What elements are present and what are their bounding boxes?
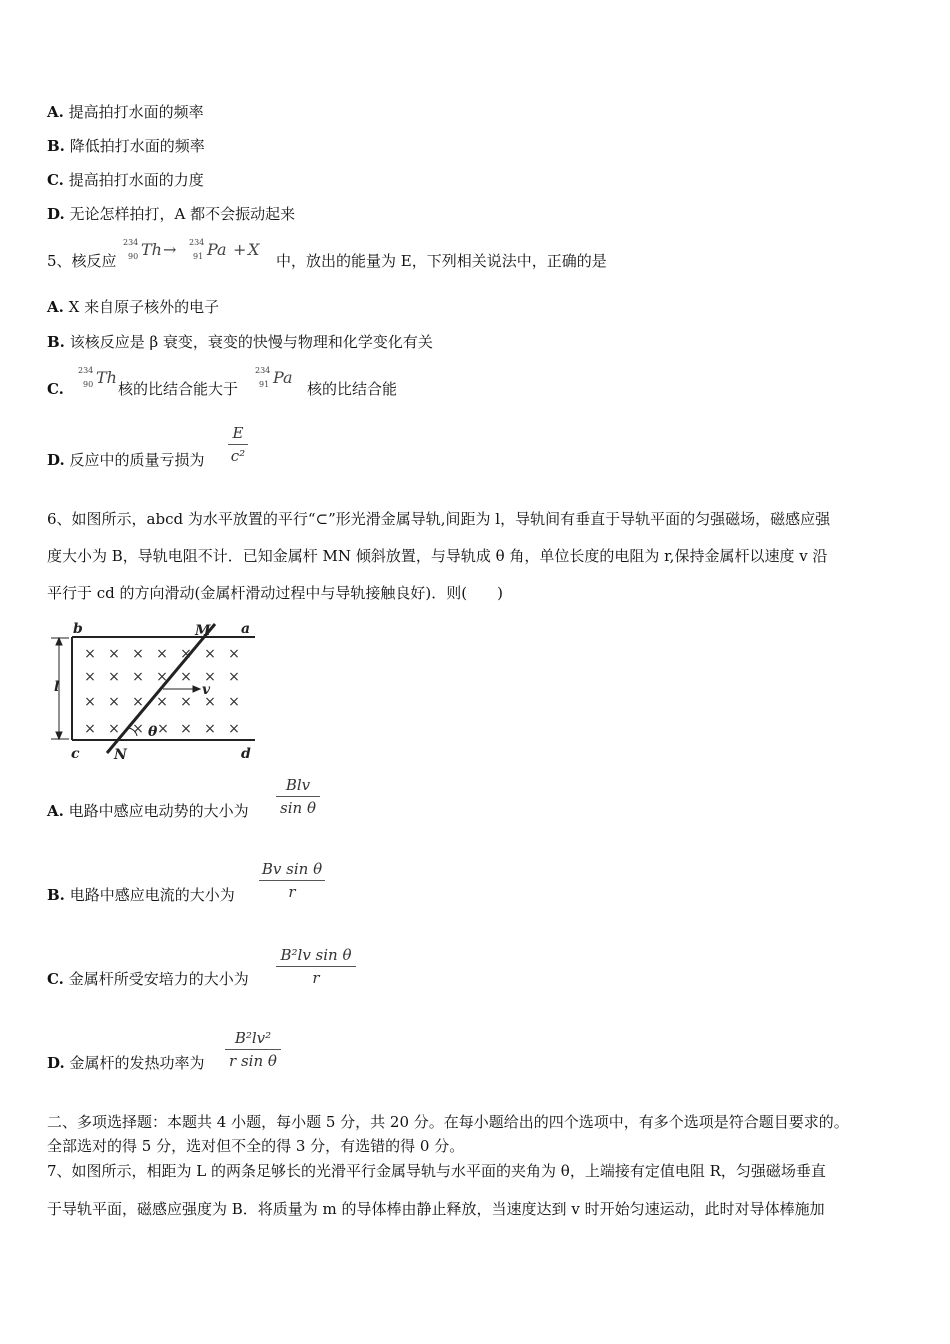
q5-prefix: 5、核反应 bbox=[47, 252, 117, 270]
field-cross: × bbox=[228, 721, 240, 737]
q5-option-b: B. 该核反应是 β 衰变，衰变的快慢与物理和化学变化有关 bbox=[47, 333, 433, 351]
q5-option-c-label: C. bbox=[47, 380, 64, 398]
q5-option-d: D. 反应中的质量亏损为 bbox=[47, 451, 205, 469]
q5-option-c-text: 核的比结合能大于 bbox=[118, 380, 239, 398]
q4-option-c: C. 提高拍打水面的力度 bbox=[47, 171, 204, 189]
field-cross: × bbox=[132, 646, 144, 662]
field-cross: × bbox=[228, 694, 240, 710]
section2-instructions-line2: 全部选对的得 5 分，选对但不全的得 3 分，有选错的得 0 分。 bbox=[47, 1137, 465, 1155]
q6-option-b-fraction: Bv sin θ r bbox=[259, 860, 325, 901]
label-v: v bbox=[202, 682, 211, 698]
field-cross: × bbox=[108, 669, 120, 685]
field-cross: × bbox=[84, 646, 96, 662]
q5-suffix: 中，放出的能量为 E，下列相关说法中，正确的是 bbox=[276, 252, 607, 270]
label-l: l bbox=[54, 679, 60, 695]
q5-th-nuclide: 234 90 Th bbox=[78, 366, 117, 389]
q4-option-a: A. 提高拍打水面的频率 bbox=[47, 103, 204, 121]
q5-option-c-end: 核的比结合能 bbox=[307, 380, 398, 398]
q4-option-d: D. 无论怎样拍打，A 都不会振动起来 bbox=[47, 205, 296, 223]
field-cross: × bbox=[156, 646, 168, 662]
field-cross: × bbox=[84, 669, 96, 685]
q6-option-d: D. 金属杆的发热功率为 bbox=[47, 1054, 205, 1072]
q4-option-b: B. 降低拍打水面的频率 bbox=[47, 137, 205, 155]
q6-option-c-fraction: B²lv sin θ r bbox=[276, 946, 356, 987]
field-cross: × bbox=[157, 721, 169, 737]
label-a: a bbox=[241, 621, 251, 637]
field-cross: × bbox=[180, 721, 192, 737]
field-cross: × bbox=[204, 694, 216, 710]
q5-mass-defect-fraction: E c² bbox=[228, 424, 248, 465]
label-d: d bbox=[241, 746, 251, 762]
label-theta: θ bbox=[148, 724, 158, 740]
field-cross: × bbox=[132, 669, 144, 685]
q6-rail-figure bbox=[45, 618, 270, 763]
field-cross: × bbox=[156, 694, 168, 710]
q6-stem-line3: 平行于 cd 的方向滑动(金属杆滑动过程中与导轨接触良好)．则( ) bbox=[47, 584, 503, 602]
q5-option-a: A. X 来自原子核外的电子 bbox=[47, 298, 220, 316]
q6-option-d-fraction: B²lv² r sin θ bbox=[225, 1029, 281, 1070]
field-cross: × bbox=[228, 646, 240, 662]
label-b: b bbox=[73, 621, 83, 637]
field-cross: × bbox=[132, 694, 144, 710]
label-m: M bbox=[195, 623, 211, 639]
field-cross: × bbox=[132, 721, 144, 737]
field-cross: × bbox=[204, 721, 216, 737]
q5-pa-nuclide: 234 91 Pa bbox=[255, 366, 293, 389]
field-cross: × bbox=[156, 669, 168, 685]
field-cross: × bbox=[108, 646, 120, 662]
q6-option-c: C. 金属杆所受安培力的大小为 bbox=[47, 970, 249, 988]
q6-stem-line1: 6、如图所示，abcd 为水平放置的平行“⊂”形光滑金属导轨,间距为 l，导轨间有垂直于导轨平面的匀强磁场，磁感应强 bbox=[47, 510, 831, 528]
q7-stem-line1: 7、如图所示，相距为 L 的两条足够长的光滑平行金属导轨与水平面的夹角为 θ，上端接有定值电阻 R，匀强磁场垂直 bbox=[47, 1162, 826, 1180]
q5-reaction-equation: 234 90 Th → 234 91 Pa + X bbox=[123, 238, 260, 261]
field-cross: × bbox=[180, 669, 192, 685]
q7-stem-line2: 于导轨平面，磁感应强度为 B．将质量为 m 的导体棒由静止释放，当速度达到 v 时开始匀速运动，此时对导体棒施加 bbox=[47, 1200, 825, 1218]
field-cross: × bbox=[84, 694, 96, 710]
field-cross: × bbox=[84, 721, 96, 737]
q6-stem-line2: 度大小为 B，导轨电阻不计．已知金属杆 MN 倾斜放置，与导轨成 θ 角，单位长度的电阻为 r,保持金属杆以速度 v 沿 bbox=[47, 547, 828, 565]
field-cross: × bbox=[204, 646, 216, 662]
field-cross: × bbox=[108, 694, 120, 710]
field-cross: × bbox=[204, 669, 216, 685]
q6-option-a-fraction: Blv sin θ bbox=[276, 776, 320, 817]
field-cross: × bbox=[180, 694, 192, 710]
section2-instructions-line1: 二、多项选择题：本题共 4 小题，每小题 5 分，共 20 分。在每小题给出的四个选项中，有多个选项是符合题目要求的。 bbox=[47, 1113, 849, 1131]
q6-option-b: B. 电路中感应电流的大小为 bbox=[47, 886, 235, 904]
field-cross: × bbox=[228, 669, 240, 685]
magnetic-field-crosses bbox=[84, 646, 240, 737]
q6-option-a: A. 电路中感应电动势的大小为 bbox=[47, 802, 249, 820]
field-cross: × bbox=[180, 646, 192, 662]
field-cross: × bbox=[108, 721, 120, 737]
label-n: N bbox=[114, 747, 127, 763]
label-c: c bbox=[71, 746, 80, 762]
